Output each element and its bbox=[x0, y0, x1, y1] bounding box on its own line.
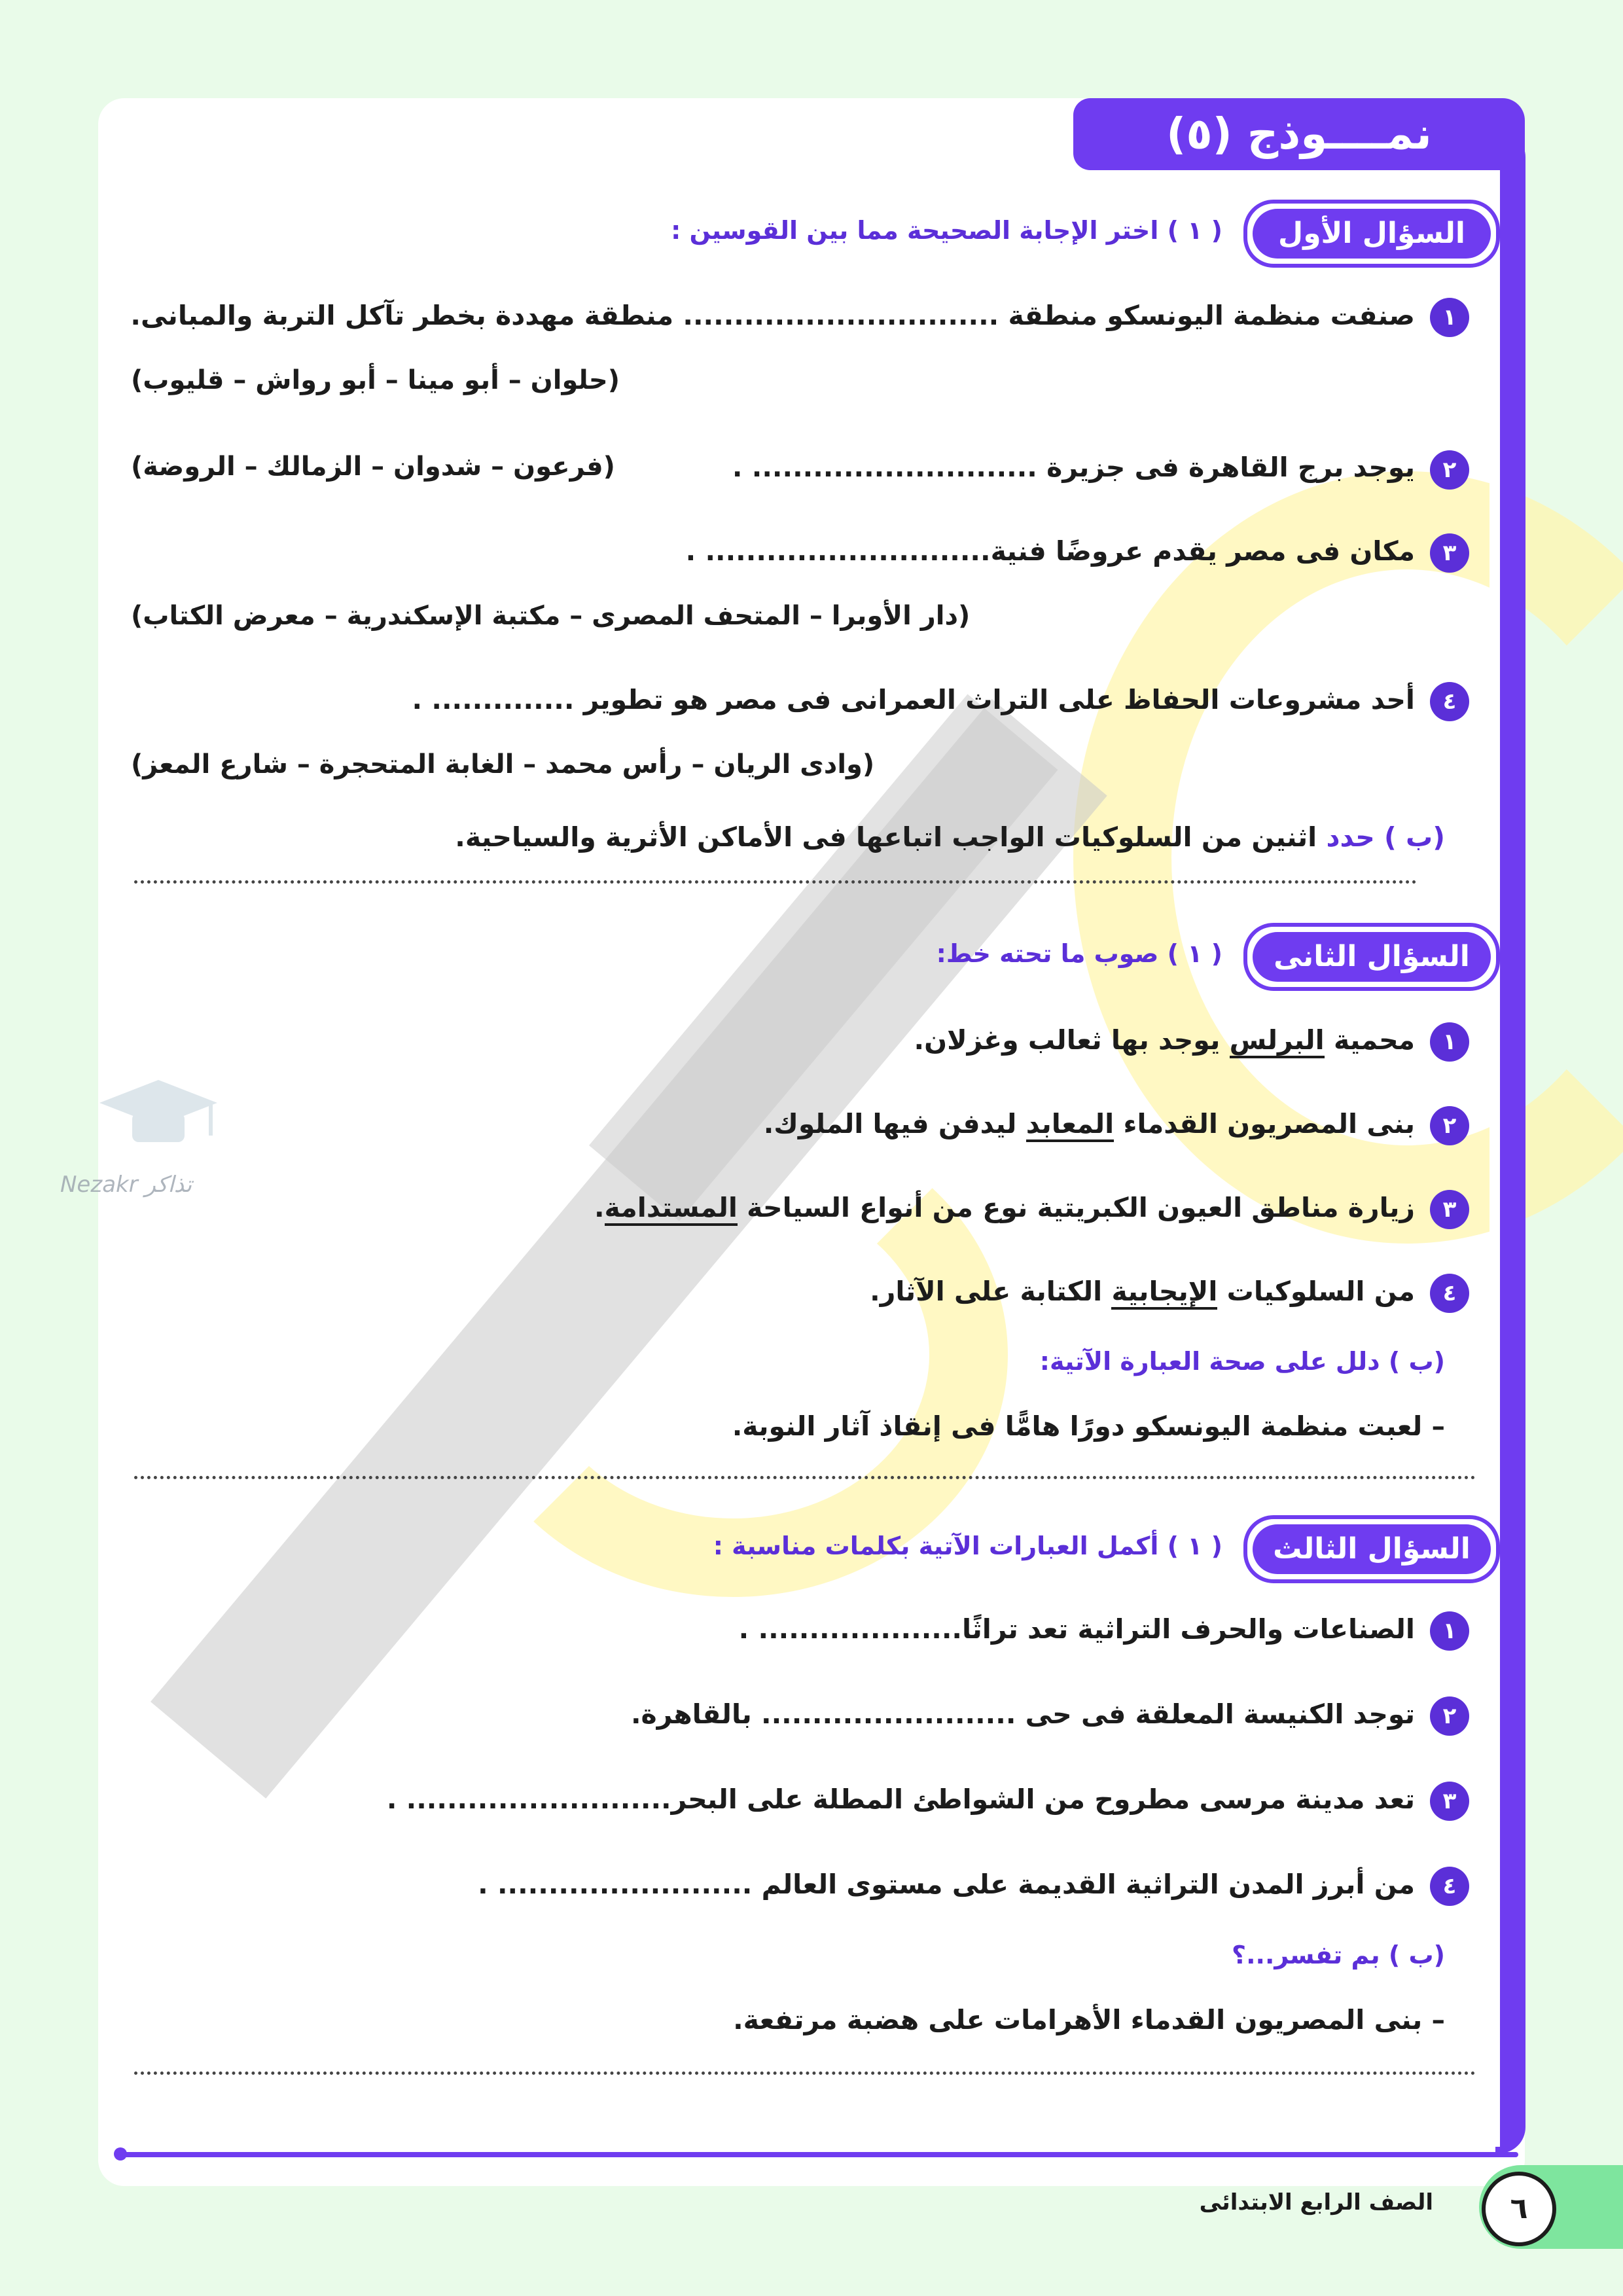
item-number: ١ bbox=[1430, 1022, 1469, 1062]
underlined-word: المعابد bbox=[1026, 1108, 1115, 1142]
item-number: ٤ bbox=[1430, 1867, 1469, 1906]
answer-choices: (حلوان – أبو مينا – أبو رواش – قليوب) bbox=[131, 365, 620, 395]
part-b-q2-text: – لعبت منظمة اليونسكو دورًا هامًّا فى إنقاذ آثار النوبة. bbox=[732, 1410, 1445, 1442]
part-b-q3-text: – بنى المصريون القدماء الأهرامات على هضبة مرتفعة. bbox=[733, 2004, 1445, 2036]
part-b-label: (ب ) حدد bbox=[1326, 821, 1445, 853]
section-label-q2 bbox=[1243, 923, 1500, 991]
section-label-text: السؤال الثالث bbox=[1253, 1524, 1491, 1574]
part-b-q1 bbox=[455, 821, 1445, 853]
part-b-q3-label: (ب ) بم تفسر...؟ bbox=[1232, 1941, 1445, 1969]
question-text: مكان فى مصر يقدم عروضًا فنية............................ . bbox=[685, 535, 1415, 567]
logo-text: Nezakr تذاكر bbox=[60, 1172, 192, 1198]
underlined-word: الإيجابية bbox=[1111, 1276, 1217, 1310]
item-number: ٣ bbox=[1430, 1782, 1469, 1821]
part-b-text: اثنين من السلوكيات الواجب اتباعها فى الأماكن الأثرية والسياحية. bbox=[455, 821, 1327, 853]
question-text bbox=[870, 1276, 1415, 1307]
item-number: ١ bbox=[1430, 298, 1469, 337]
instruction-q1: ( ١ ) اختر الإجابة الصحيحة مما بين القوسين : bbox=[671, 216, 1222, 245]
grade-label: الصف الرابع الابتدائى bbox=[1199, 2189, 1433, 2215]
section-label-q1 bbox=[1243, 200, 1500, 268]
section-label-text: السؤال الثانى bbox=[1253, 932, 1491, 982]
text-before: زيارة مناطق العيون الكبريتية نوع من أنواع السياحة bbox=[737, 1192, 1415, 1223]
text-before: بنى المصريون القدماء bbox=[1114, 1108, 1415, 1139]
item-number: ٢ bbox=[1430, 1696, 1469, 1736]
answer-choices: (دار الأوبرا – المتحف المصرى – مكتبة الإسكندرية – معرض الكتاب) bbox=[131, 601, 971, 631]
item-number: ٢ bbox=[1430, 1106, 1469, 1145]
question-text: يوجد برج القاهرة فى جزيرة ............................ . bbox=[732, 452, 1415, 483]
instruction-q3: ( ١ ) أكمل العبارات الآتية بكلمات مناسبة : bbox=[713, 1532, 1222, 1560]
answer-line bbox=[134, 1476, 1476, 1479]
bottom-rule bbox=[121, 2152, 1518, 2157]
answer-line bbox=[134, 880, 1417, 884]
part-b-q2-label: (ب ) دلل على صحة العبارة الآتية: bbox=[1039, 1347, 1445, 1376]
bottom-rule-dot bbox=[114, 2147, 127, 2161]
answer-choices: (وادى الريان – رأس محمد – الغابة المتحجرة – شارع المعز) bbox=[131, 749, 875, 780]
underlined-word: البرلس bbox=[1230, 1024, 1325, 1058]
text-after: يوجد بها ثعالب وغزلان. bbox=[914, 1024, 1230, 1056]
text-after: ليدفن فيها الملوك. bbox=[763, 1108, 1026, 1139]
text-after: الكتابة على الآثار. bbox=[870, 1276, 1112, 1307]
question-text bbox=[914, 1024, 1415, 1056]
text-before: من السلوكيات bbox=[1217, 1276, 1415, 1307]
question-text: الصناعات والحرف التراثية تعد تراثًا.................... . bbox=[738, 1613, 1415, 1645]
answer-choices: (فرعون – شدوان – الزمالك – الروضة) bbox=[131, 452, 615, 482]
page-title: نمــــوذج (٥) bbox=[1073, 98, 1525, 170]
item-number: ٤ bbox=[1430, 682, 1469, 721]
question-text: من أبرز المدن التراثية القديمة على مستوى العالم ......................... . bbox=[478, 1869, 1415, 1900]
question-text: توجد الكنيسة المعلقة فى حى ......................... بالقاهرة. bbox=[630, 1698, 1415, 1730]
item-number: ١ bbox=[1430, 1611, 1469, 1651]
text-after: . bbox=[594, 1192, 605, 1223]
question-text: تعد مدينة مرسى مطروح من الشواطئ المطلة على البحر.......................... . bbox=[386, 1784, 1415, 1815]
page-number: ٦ bbox=[1482, 2172, 1556, 2246]
item-number: ٣ bbox=[1430, 1190, 1469, 1229]
text-before: محمية bbox=[1324, 1024, 1415, 1056]
instruction-q2: ( ١ ) صوب ما تحته خط: bbox=[936, 939, 1222, 968]
section-label-q3 bbox=[1243, 1515, 1500, 1583]
section-label-text: السؤال الأول bbox=[1253, 209, 1491, 259]
item-number: ٤ bbox=[1430, 1274, 1469, 1313]
question-text bbox=[594, 1192, 1415, 1223]
item-number: ٣ bbox=[1430, 533, 1469, 573]
answer-line bbox=[134, 2072, 1476, 2075]
question-text: أحد مشروعات الحفاظ على التراث العمرانى فى مصر هو تطوير .............. . bbox=[412, 684, 1415, 715]
graduation-cap-icon bbox=[60, 1073, 257, 1178]
right-rail-inner bbox=[1489, 131, 1500, 2147]
question-text: صنفت منظمة اليونسكو منطقة ............................... منطقة مهددة بخطر تآكل التربة والمبانى. bbox=[130, 300, 1415, 331]
item-number: ٢ bbox=[1430, 450, 1469, 490]
question-text bbox=[764, 1108, 1415, 1139]
underlined-word: المستدامة bbox=[605, 1192, 738, 1226]
